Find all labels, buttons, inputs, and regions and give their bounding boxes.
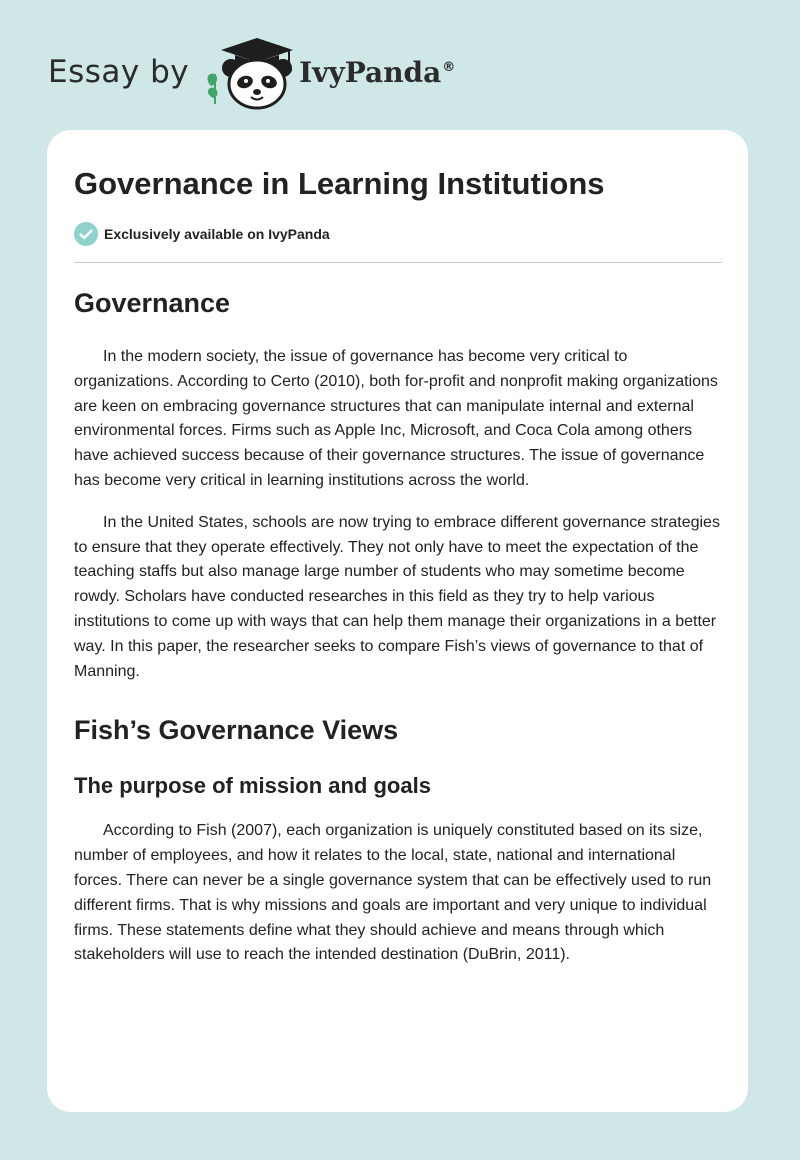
exclusive-badge [74, 221, 722, 247]
paragraph: In the modern society, the issue of governance has become very critical to organizations. According to Certo (2010), both for-profit and nonprofit making organizations are keen on embracing governance structures that can manipulate internal and external environmental forces. Firms such as Apple Inc, Microsoft, and Coca Cola among others have achieved success because of their governance structures. The issue of governance has become very critical in learning institutions across the world. [74, 348, 718, 489]
section-heading-governance: Governance [74, 288, 231, 318]
exclusive-badge-text: Exclusively available on IvyPanda [104, 226, 330, 242]
brand-header [48, 34, 455, 110]
subsection-heading-mission-goals: The purpose of mission and goals [74, 773, 431, 799]
paragraph: According to Fish (2007), each organization is uniquely constituted based on its size, number of employees, and how it relates to the local, state, national and international forces. There can never be a single governance system that can be effectively used to run different firms. That is why missions and goals are important and very unique to individual firms. These statements define what they should achieve and means through which stakeholders will use to reach the intended destination (DuBrin, 2011). [74, 822, 712, 964]
essay-card [47, 130, 748, 1112]
title-divider [74, 262, 722, 263]
brand-name: IvyPanda® [299, 55, 456, 89]
panda-graduate-icon [201, 34, 297, 110]
section-heading-fish-governance-views: Fish’s Governance Views [74, 715, 399, 746]
check-circle-icon [74, 222, 98, 246]
paragraph: In the United States, schools are now trying to embrace different governance strategies to ensure that they operate effectively. They not only have to meet the expectation of the teaching staffs but also manage large number of students who may sometime become rowdy. Scholars have conducted researches in this field as they try to help various institutions to come up with ways that can help them manage their organizations in a better way. In this paper, the researcher seeks to compare Fish’s views of governance to that of Manning. [74, 513, 720, 680]
registered-mark: ® [442, 60, 456, 76]
brand-prefix: Essay by [48, 54, 190, 90]
page-title: Governance in Learning Institutions [74, 166, 605, 201]
